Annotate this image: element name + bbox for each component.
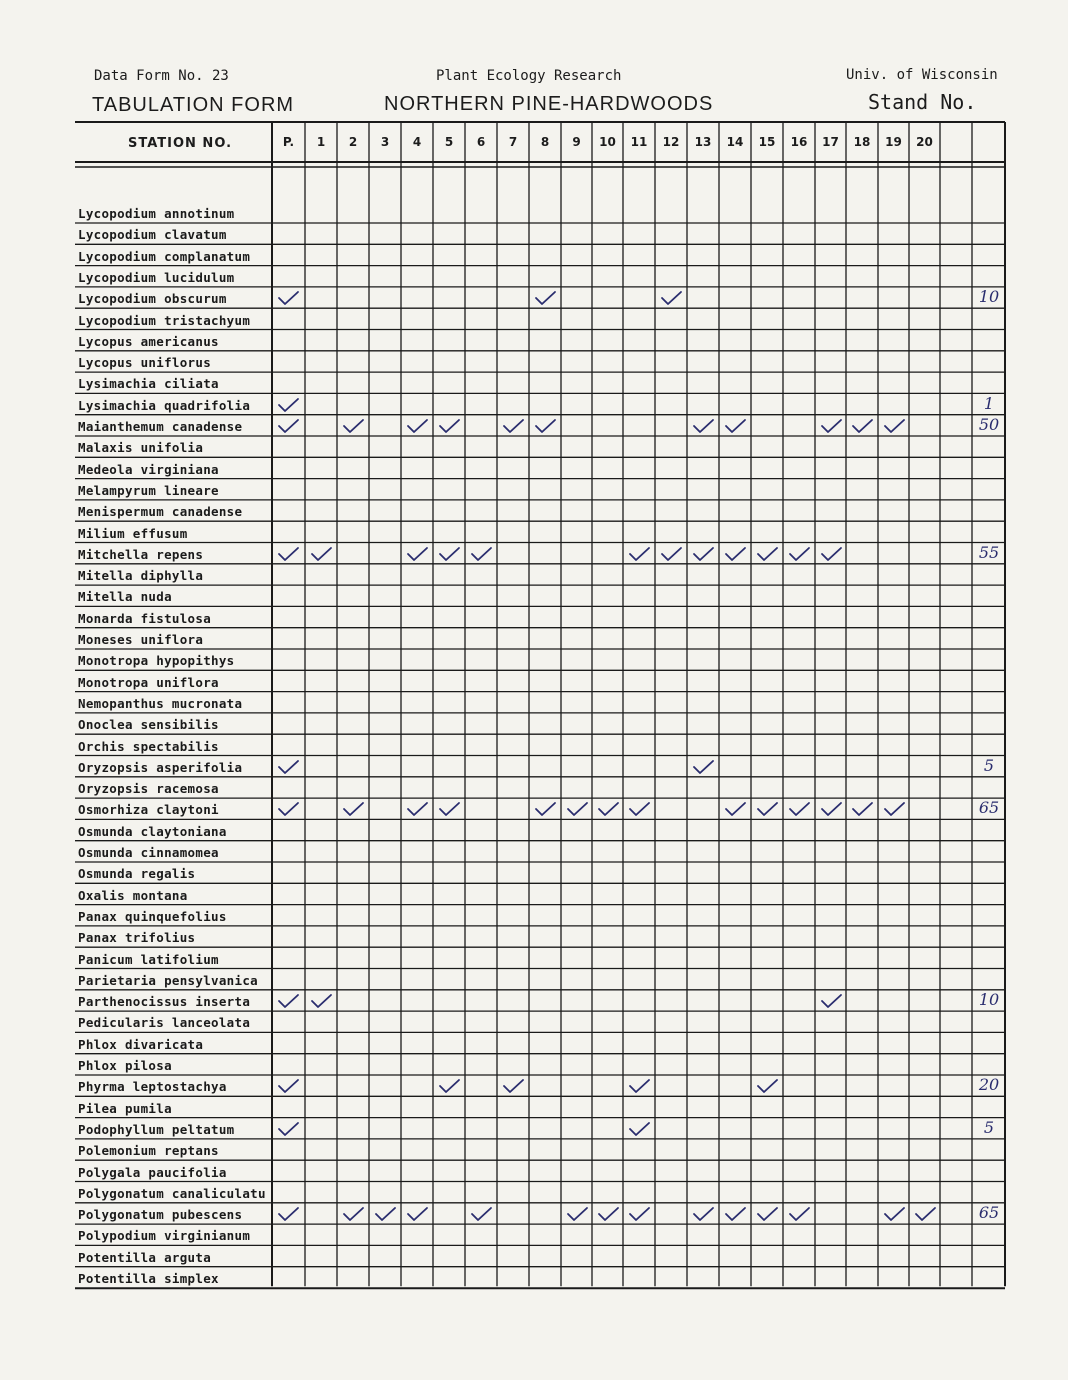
- species-name: Polemonium reptans: [78, 1143, 219, 1159]
- tally-value: 1: [983, 393, 995, 413]
- checkmark-icon: [276, 289, 302, 307]
- checkmark-icon: [819, 992, 845, 1010]
- checkmark-icon: [341, 800, 367, 818]
- checkmark-icon: [276, 1077, 302, 1095]
- checkmark-icon: [437, 800, 463, 818]
- species-name: Menispermum canadense: [78, 504, 243, 520]
- column-header: 11: [630, 135, 648, 149]
- checkmark-icon: [501, 417, 527, 435]
- checkmark-icon: [276, 1120, 302, 1138]
- checkmark-icon: [533, 289, 559, 307]
- checkmark-icon: [276, 758, 302, 776]
- species-name: Lycopodium annotinum: [78, 206, 235, 221]
- checkmark-icon: [723, 417, 749, 435]
- column-header: 2: [348, 135, 358, 149]
- species-name: Lycopodium obscurum: [78, 291, 227, 307]
- column-header: P.: [282, 135, 295, 149]
- species-name: Oryzopsis asperifolia: [78, 759, 243, 775]
- column-header: 8: [540, 135, 550, 149]
- tally-value: 5: [983, 1117, 995, 1137]
- species-name: Osmunda cinnamomea: [78, 845, 219, 860]
- species-name: Medeola virginiana: [78, 461, 219, 477]
- checkmark-icon: [882, 1205, 908, 1223]
- species-name: Polygala paucifolia: [78, 1164, 227, 1180]
- column-header: 7: [508, 135, 518, 149]
- species-name: Lysimachia quadrifolia: [78, 397, 251, 413]
- research-heading: Plant Ecology Research: [436, 68, 622, 84]
- checkmark-icon: [691, 1205, 717, 1223]
- checkmark-icon: [723, 1205, 749, 1223]
- station-number-heading: STATION NO.: [128, 136, 233, 151]
- checkmark-icon: [596, 800, 622, 818]
- species-name: Panicum latifolium: [78, 951, 219, 967]
- checkmark-icon: [691, 417, 717, 435]
- species-name: Monotropa hypopithys: [78, 653, 235, 669]
- checkmark-icon: [787, 1205, 813, 1223]
- form-subtitle: NORTHERN PINE-HARDWOODS: [384, 93, 714, 115]
- species-name: Osmunda regalis: [78, 866, 196, 882]
- checkmark-icon: [819, 545, 845, 563]
- checkmark-icon: [276, 396, 302, 414]
- institution-name: Univ. of Wisconsin: [846, 67, 998, 83]
- column-header: 9: [572, 135, 581, 149]
- checkmark-icon: [276, 800, 302, 818]
- column-header: 1: [316, 135, 326, 149]
- species-name: Polypodium virginianum: [78, 1228, 251, 1244]
- checkmark-icon: [627, 545, 653, 563]
- tally-value: 20: [978, 1075, 1000, 1095]
- species-name: Lycopodium tristachyum: [78, 312, 251, 328]
- checkmark-icon: [755, 1205, 781, 1223]
- tally-value: 65: [978, 798, 1000, 818]
- checkmark-icon: [627, 1077, 653, 1095]
- species-name: Potentilla arguta: [78, 1249, 212, 1265]
- column-header: 17: [822, 135, 839, 149]
- species-name: Melampyrum lineare: [78, 482, 219, 498]
- checkmark-icon: [659, 289, 685, 307]
- checkmark-icon: [405, 417, 431, 435]
- column-header: 4: [412, 135, 422, 149]
- checkmark-icon: [309, 992, 335, 1010]
- checkmark-icon: [276, 1205, 302, 1223]
- checkmark-icon: [882, 417, 908, 435]
- species-name: Nemopanthus mucronata: [78, 695, 243, 711]
- species-name: Lycopodium complanatum: [78, 248, 251, 264]
- species-name: Lycopus americanus: [78, 333, 219, 349]
- column-header: 13: [694, 135, 712, 149]
- checkmark-icon: [405, 545, 431, 563]
- checkmark-icon: [437, 1077, 463, 1095]
- species-name: Podophyllum peltatum: [78, 1121, 235, 1137]
- column-header: 6: [476, 135, 486, 149]
- checkmark-icon: [850, 417, 876, 435]
- species-name: Panax trifolius: [78, 930, 196, 946]
- species-name: Mitchella repens: [78, 546, 204, 562]
- column-header: 12: [662, 135, 680, 149]
- tally-value: 50: [978, 415, 1000, 434]
- species-name: Oryzopsis racemosa: [78, 781, 219, 797]
- species-name: Mitella diphylla: [78, 568, 204, 584]
- form-number: Data Form No. 23: [94, 68, 229, 84]
- species-name: Potentilla simplex: [78, 1271, 219, 1286]
- species-name: Malaxis unifolia: [78, 440, 204, 456]
- checkmark-icon: [627, 1120, 653, 1138]
- species-name: Oxalis montana: [78, 887, 188, 903]
- column-header: 14: [726, 135, 744, 149]
- species-name: Lycopus uniflorus: [78, 355, 212, 371]
- checkmark-icon: [276, 545, 302, 563]
- checkmark-icon: [405, 800, 431, 818]
- column-header: 5: [444, 135, 454, 149]
- tally-value: 10: [978, 990, 1000, 1010]
- tally-value: 10: [978, 287, 1000, 307]
- checkmark-icon: [341, 1205, 367, 1223]
- form-title: TABULATION FORM: [92, 94, 295, 116]
- species-name: Parietaria pensylvanica: [78, 972, 258, 988]
- checkmark-icon: [405, 1205, 431, 1223]
- species-name: Maianthemum canadense: [78, 419, 243, 434]
- species-name: Phlox divaricata: [78, 1036, 204, 1052]
- species-name: Milium effusum: [78, 525, 188, 541]
- checkmark-icon: [437, 545, 463, 563]
- checkmark-icon: [723, 545, 749, 563]
- checkmark-icon: [309, 545, 335, 563]
- checkmark-icon: [627, 1205, 653, 1223]
- checkmark-icon: [469, 545, 495, 563]
- species-name: Parthenocissus inserta: [78, 994, 251, 1010]
- species-name: Lysimachia ciliata: [78, 376, 219, 392]
- checkmark-icon: [565, 800, 591, 818]
- species-name: Monarda fistulosa: [78, 610, 212, 626]
- tally-value: 5: [983, 755, 995, 775]
- checkmark-icon: [755, 800, 781, 818]
- checkmark-icon: [850, 800, 876, 818]
- checkmark-icon: [533, 800, 559, 818]
- species-name: Polygonatum pubescens: [78, 1207, 243, 1223]
- tally-value: 65: [978, 1203, 1000, 1223]
- species-name: Pilea pumila: [78, 1100, 172, 1116]
- checkmark-icon: [533, 417, 559, 435]
- checkmark-icon: [819, 800, 845, 818]
- species-name: Osmorhiza claytoni: [78, 802, 219, 818]
- checkmark-icon: [691, 545, 717, 563]
- column-header: 20: [916, 135, 933, 149]
- checkmark-icon: [755, 1077, 781, 1095]
- species-name: Lycopodium lucidulum: [78, 269, 235, 285]
- checkmark-icon: [596, 1205, 622, 1223]
- checkmark-icon: [723, 800, 749, 818]
- checkmark-icon: [469, 1205, 495, 1223]
- checkmark-icon: [787, 800, 813, 818]
- checkmark-icon: [437, 417, 463, 435]
- stand-number-label: Stand No.: [868, 90, 977, 114]
- species-name: Monotropa uniflora: [78, 674, 219, 690]
- species-name: Pedicularis lanceolata: [78, 1015, 251, 1031]
- species-name: Onoclea sensibilis: [78, 717, 219, 733]
- species-name: Moneses uniflora: [78, 632, 204, 647]
- checkmark-icon: [627, 800, 653, 818]
- species-name: Phyrma leptostachya: [78, 1079, 227, 1095]
- checkmark-icon: [341, 417, 367, 435]
- species-name: Phlox pilosa: [78, 1058, 172, 1073]
- species-name: Panax quinquefolius: [78, 908, 227, 924]
- checkmark-icon: [373, 1205, 399, 1223]
- column-header: 10: [599, 135, 616, 149]
- checkmark-icon: [691, 758, 717, 776]
- species-name: Mitella nuda: [78, 589, 172, 605]
- species-name: Osmunda claytoniana: [78, 823, 227, 839]
- column-header: 16: [790, 135, 808, 149]
- tally-value: 55: [978, 542, 1000, 562]
- checkmark-icon: [913, 1205, 939, 1223]
- checkmark-icon: [276, 992, 302, 1010]
- checkmark-icon: [819, 417, 845, 435]
- species-name: Lycopodium clavatum: [78, 227, 227, 243]
- checkmark-icon: [659, 545, 685, 563]
- species-name: Polygonatum canaliculatu: [78, 1185, 266, 1201]
- checkmark-icon: [882, 800, 908, 818]
- checkmark-icon: [276, 417, 302, 435]
- checkmark-icon: [501, 1077, 527, 1095]
- species-name: Orchis spectabilis: [78, 738, 219, 754]
- checkmark-icon: [565, 1205, 591, 1223]
- checkmark-icon: [787, 545, 813, 563]
- checkmark-icon: [755, 545, 781, 563]
- column-header: 3: [380, 135, 390, 149]
- column-header: 15: [758, 135, 776, 149]
- column-header: 19: [885, 135, 902, 149]
- column-header: 18: [853, 135, 871, 149]
